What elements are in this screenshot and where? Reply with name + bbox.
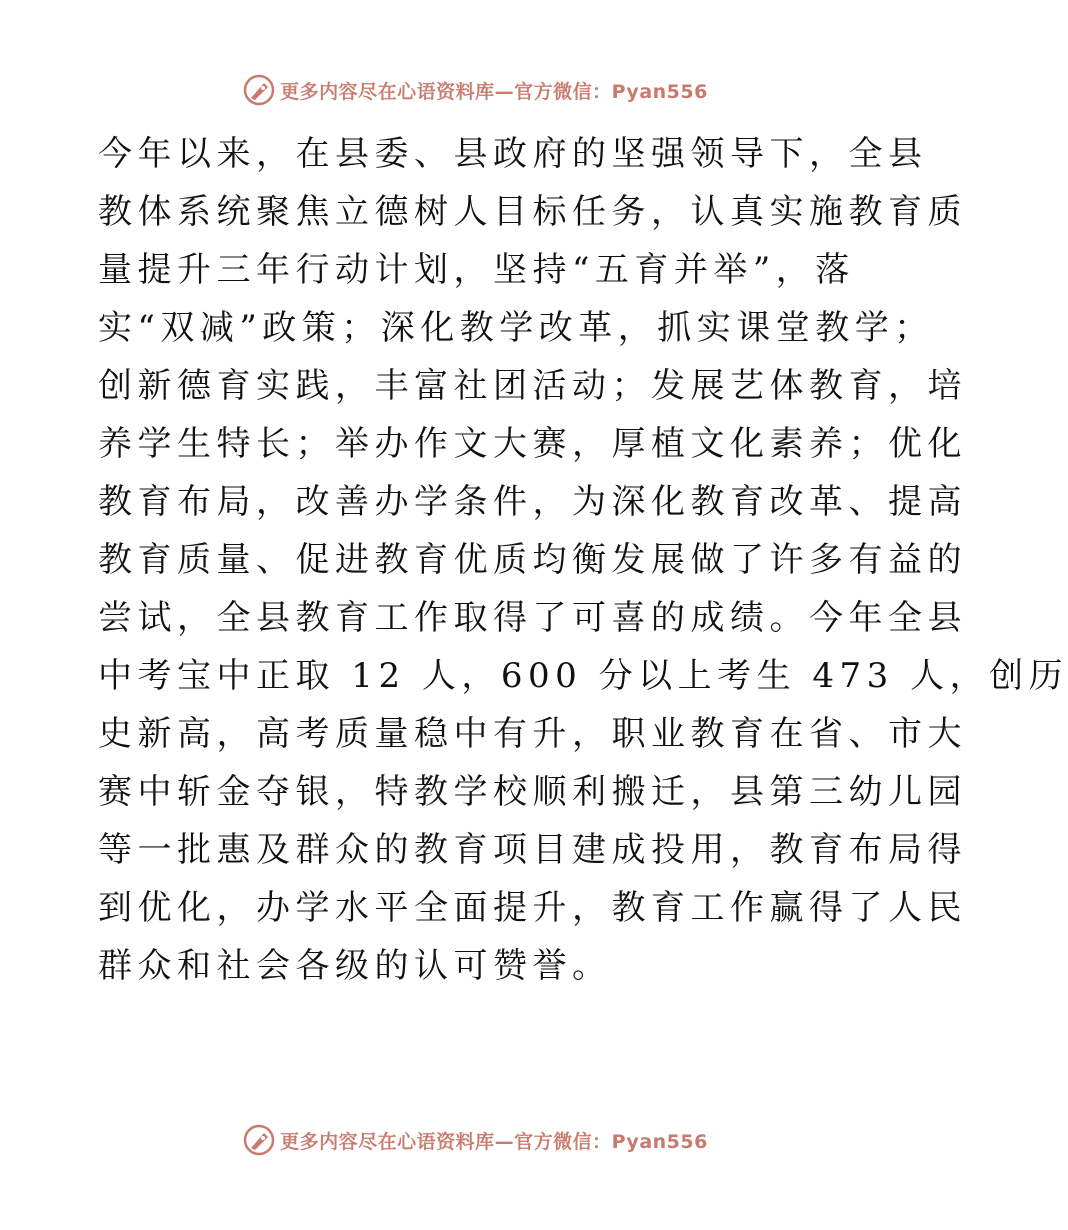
paragraph-line: 赛中斩金夺银，特教学校顺利搬迁，县第三幼儿园 — [98, 772, 967, 812]
paragraph-line: 养学生特长；举办作文大赛，厚植文化素养；优化 — [98, 424, 967, 464]
paragraph-line: 群众和社会各级的认可赞誉。 — [98, 946, 612, 986]
paragraph-line: 量提升三年行动计划，坚持“五育并举”，落 — [98, 250, 855, 290]
pen-nib-circle-icon — [242, 1123, 276, 1157]
paragraph-line: 到优化，办学水平全面提升，教育工作赢得了人民 — [98, 888, 967, 928]
watermark-text: 更多内容尽在心语资料库—官方微信：Pyan556 — [280, 1130, 708, 1153]
paragraph-line: 等一批惠及群众的教育项目建成投用，教育布局得 — [98, 830, 967, 870]
footer-watermark — [0, 1120, 950, 1160]
paragraph-line: 史新高，高考质量稳中有升，职业教育在省、市大 — [98, 714, 967, 754]
paragraph-line: 今年以来，在县委、县政府的坚强领导下，全县 — [98, 134, 928, 174]
paragraph-line: 教体系统聚焦立德树人目标任务，认真实施教育质 — [98, 192, 967, 232]
paragraph-line: 创新德育实践，丰富社团活动；发展艺体教育，培 — [98, 366, 967, 406]
paragraph-line: 中考宝中正取 12 人，600 分以上考生 473 人，创历 — [98, 656, 1068, 696]
watermark-text: 更多内容尽在心语资料库—官方微信：Pyan556 — [280, 80, 708, 103]
document-body — [98, 125, 1068, 995]
paragraph-line: 教育布局，改善办学条件，为深化教育改革、提高 — [98, 482, 967, 522]
paragraph-line: 尝试，全县教育工作取得了可喜的成绩。今年全县 — [98, 598, 967, 638]
header-watermark — [0, 70, 950, 110]
pen-nib-circle-icon — [242, 73, 276, 107]
paragraph-line: 实“双减”政策；深化教学改革，抓实课堂教学； — [98, 308, 934, 348]
paragraph-line: 教育质量、促进教育优质均衡发展做了许多有益的 — [98, 540, 967, 580]
